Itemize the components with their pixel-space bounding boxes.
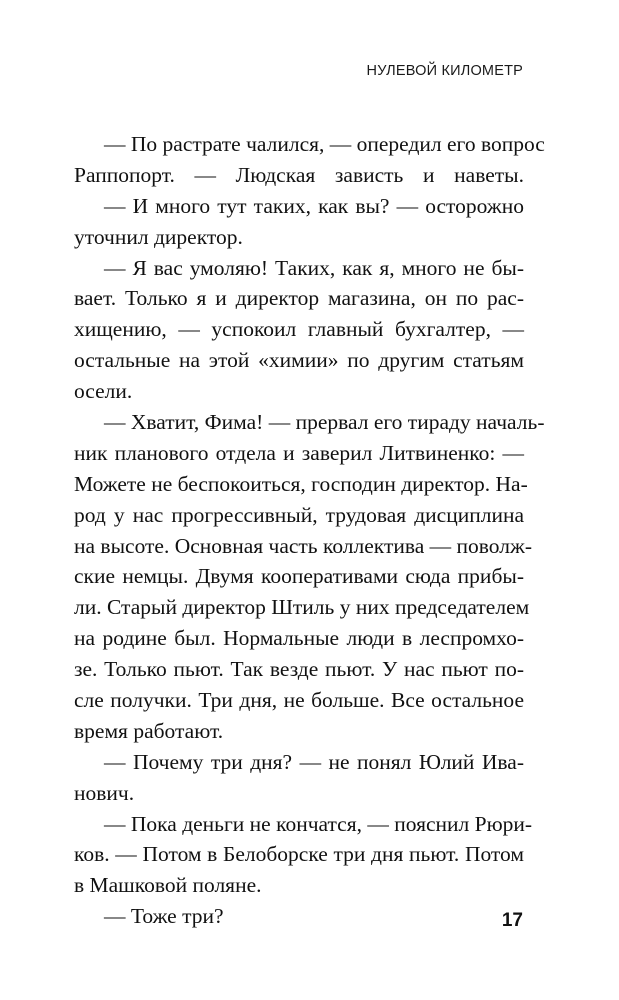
text-line: на высоте. Основная часть коллектива — поволж-	[74, 533, 532, 558]
text-line: Раппопорт. — Людская зависть и наветы.	[74, 162, 524, 187]
text-line: — Хватит, Фима! — прервал его тираду началь-	[104, 410, 545, 435]
text-line: хищению, — успокоил главный бухгалтер, —	[74, 317, 524, 342]
text-line: — Тоже три?	[104, 904, 224, 929]
text-line: сле получки. Три дня, не больше. Все остальное	[74, 688, 524, 713]
text-line: в Машковой поляне.	[74, 873, 262, 898]
text-line: ник планового отдела и заверил Литвиненко: —	[74, 440, 524, 465]
body-text	[74, 129, 545, 932]
text-line: род у нас прогрессивный, трудовая дисциплина	[74, 502, 524, 527]
text-line: Можете не беспокоиться, господин директор. На-	[74, 471, 528, 496]
running-head: НУЛЕВОЙ КИЛОМЕТР	[366, 63, 523, 79]
text-line: — И много тут таких, как вы? — осторожно	[104, 193, 524, 218]
text-line: осели.	[74, 379, 133, 404]
text-line: — Почему три дня? — не понял Юлий Ива-	[104, 749, 524, 774]
text-line: ские немцы. Двумя кооперативами сюда прибы-	[74, 564, 524, 589]
text-line: ли. Старый директор Штиль у них председателем	[74, 595, 530, 620]
text-line: уточнил директор.	[74, 224, 243, 249]
text-line: нович.	[74, 780, 135, 805]
text-line: на родине был. Нормальные люди в леспромхо-	[74, 626, 524, 651]
text-line: время работают.	[74, 718, 224, 743]
text-line: остальные на этой «химии» по другим статьям	[74, 348, 524, 373]
text-line: — Пока деньги не кончатся, — пояснил Рюри-	[104, 811, 533, 836]
text-line: зе. Только пьют. Так везде пьют. У нас пьют по-	[74, 657, 524, 682]
text-line: — Я вас умоляю! Таких, как я, много не бы-	[104, 255, 524, 280]
text-line: вает. Только я и директор магазина, он по рас-	[74, 286, 524, 311]
text-line: ков. — Потом в Белоборске три дня пьют. Потом	[74, 842, 524, 867]
text-line: — По растрате чалился, — опередил его вопрос	[104, 132, 545, 156]
page-number: 17	[501, 910, 523, 931]
